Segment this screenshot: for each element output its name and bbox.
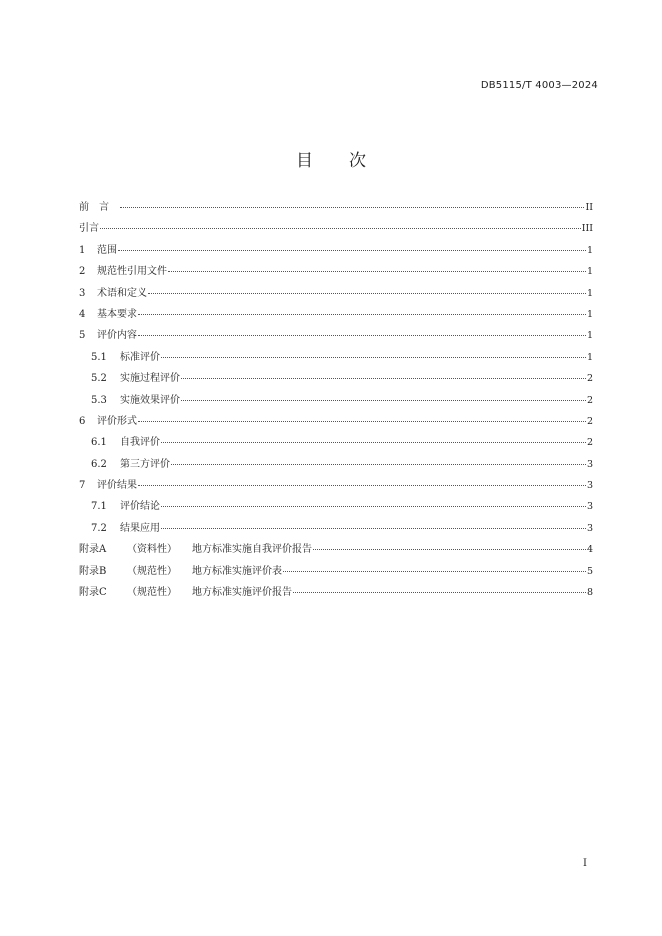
toc-entry-number: 6.2	[91, 458, 107, 470]
dot-leader	[120, 207, 584, 208]
toc-entry-page: 5	[586, 565, 593, 577]
toc-entry[interactable]	[79, 540, 593, 561]
toc-entry-nature: （规范性）	[127, 587, 177, 599]
toc-entry-label: 引言	[79, 223, 99, 235]
dot-leader	[161, 442, 586, 443]
toc-entry-label: 地方标准实施评价报告	[192, 587, 292, 599]
dot-leader	[161, 528, 586, 529]
toc-entry-number: 2	[79, 266, 86, 278]
toc-entry-nature: （规范性）	[127, 565, 177, 577]
toc-entry-number: 1	[79, 244, 86, 256]
dot-leader	[148, 293, 586, 294]
toc-entry[interactable]	[79, 391, 593, 412]
dot-leader	[100, 228, 581, 229]
toc-entry-label: 第三方评价	[120, 458, 170, 470]
toc-entry[interactable]	[79, 326, 593, 347]
toc-entry-page: 2	[586, 394, 593, 406]
toc-entry[interactable]	[79, 583, 593, 604]
toc-entry-label: 结果应用	[120, 522, 160, 534]
toc-entry-number: 5	[79, 330, 86, 342]
toc-entry[interactable]	[79, 198, 593, 219]
toc-entry-number: 3	[79, 287, 86, 299]
dot-leader	[161, 357, 586, 358]
toc-entry-page: 2	[586, 437, 593, 449]
toc-entry-page: 2	[586, 373, 593, 385]
document-code: DB5115/T 4003—2024	[480, 80, 598, 91]
toc-entry-page: 3	[586, 522, 593, 534]
toc-entry[interactable]	[79, 284, 593, 305]
toc-entry-page: 1	[586, 351, 593, 363]
toc-entry-number: 5.2	[91, 373, 107, 385]
toc-entry-label: 术语和定义	[97, 287, 147, 299]
toc-entry-page: 2	[586, 415, 593, 427]
toc-entry-page: II	[585, 202, 593, 213]
toc-entry-number: 7.2	[91, 522, 107, 534]
toc-entry-label: 地方标准实施自我评价报告	[192, 544, 312, 556]
toc-entry-label: 前言	[79, 202, 119, 213]
toc-entry-page: 4	[586, 544, 593, 556]
dot-leader	[168, 271, 586, 272]
toc-entry-number: 附录C	[79, 587, 107, 599]
toc-entry-label: 自我评价	[120, 437, 160, 449]
dot-leader	[138, 335, 586, 336]
toc-entry[interactable]	[79, 455, 593, 476]
toc-entry-nature: （资料性）	[127, 544, 177, 556]
toc-entry[interactable]	[79, 262, 593, 283]
toc-entry-label: 评价结论	[120, 501, 160, 513]
toc-entry[interactable]	[79, 348, 593, 369]
toc-entry-label: 评价内容	[97, 330, 137, 342]
toc-entry-number: 4	[79, 308, 86, 320]
toc-entry-label: 地方标准实施评价表	[192, 565, 282, 577]
dot-leader	[181, 378, 586, 379]
toc-entry-number: 附录A	[79, 544, 107, 556]
toc-entry-page: 1	[586, 244, 593, 256]
toc-entry-number: 7.1	[91, 501, 107, 513]
dot-leader	[181, 400, 586, 401]
toc-entry[interactable]	[79, 519, 593, 540]
toc-entry[interactable]	[79, 219, 593, 240]
toc-entry[interactable]	[79, 497, 593, 518]
table-of-contents	[79, 198, 593, 604]
toc-entry[interactable]	[79, 476, 593, 497]
toc-entry-number: 5.1	[91, 351, 107, 363]
page-number: I	[583, 858, 587, 869]
toc-entry-label: 实施效果评价	[120, 394, 180, 406]
toc-entry-label: 评价形式	[97, 415, 137, 427]
toc-entry-page: 3	[586, 458, 593, 470]
toc-entry-label: 规范性引用文件	[97, 266, 167, 278]
dot-leader	[118, 250, 586, 251]
toc-entry-page: 8	[586, 587, 593, 599]
toc-entry[interactable]	[79, 562, 593, 583]
toc-entry-number: 5.3	[91, 394, 107, 406]
toc-entry-label: 实施过程评价	[120, 373, 180, 385]
dot-leader	[138, 421, 586, 422]
toc-entry-label: 基本要求	[97, 308, 137, 320]
dot-leader	[161, 506, 586, 507]
toc-entry[interactable]	[79, 241, 593, 262]
toc-entry-page: 1	[586, 308, 593, 320]
dot-leader	[138, 314, 586, 315]
toc-entry-page: 1	[586, 287, 593, 299]
toc-entry-label: 范围	[97, 244, 117, 256]
toc-entry[interactable]	[79, 369, 593, 390]
toc-entry-page: 3	[586, 501, 593, 513]
toc-entry[interactable]	[79, 433, 593, 454]
toc-entry-number: 7	[79, 480, 86, 492]
dot-leader	[293, 592, 586, 593]
toc-entry-page: III	[581, 223, 593, 235]
toc-entry-label: 评价结果	[97, 480, 137, 492]
toc-entry-page: 3	[586, 480, 593, 492]
dot-leader	[171, 464, 586, 465]
toc-entry-label: 标准评价	[120, 351, 160, 363]
toc-entry-page: 1	[586, 266, 593, 278]
toc-entry-number: 6.1	[91, 437, 107, 449]
dot-leader	[138, 485, 586, 486]
toc-entry-number: 附录B	[79, 565, 107, 577]
toc-entry[interactable]	[79, 305, 593, 326]
dot-leader	[283, 571, 586, 572]
dot-leader	[313, 549, 586, 550]
toc-entry-page: 1	[586, 330, 593, 342]
toc-title: 目次	[296, 151, 402, 171]
toc-entry-number: 6	[79, 415, 86, 427]
toc-entry[interactable]	[79, 412, 593, 433]
